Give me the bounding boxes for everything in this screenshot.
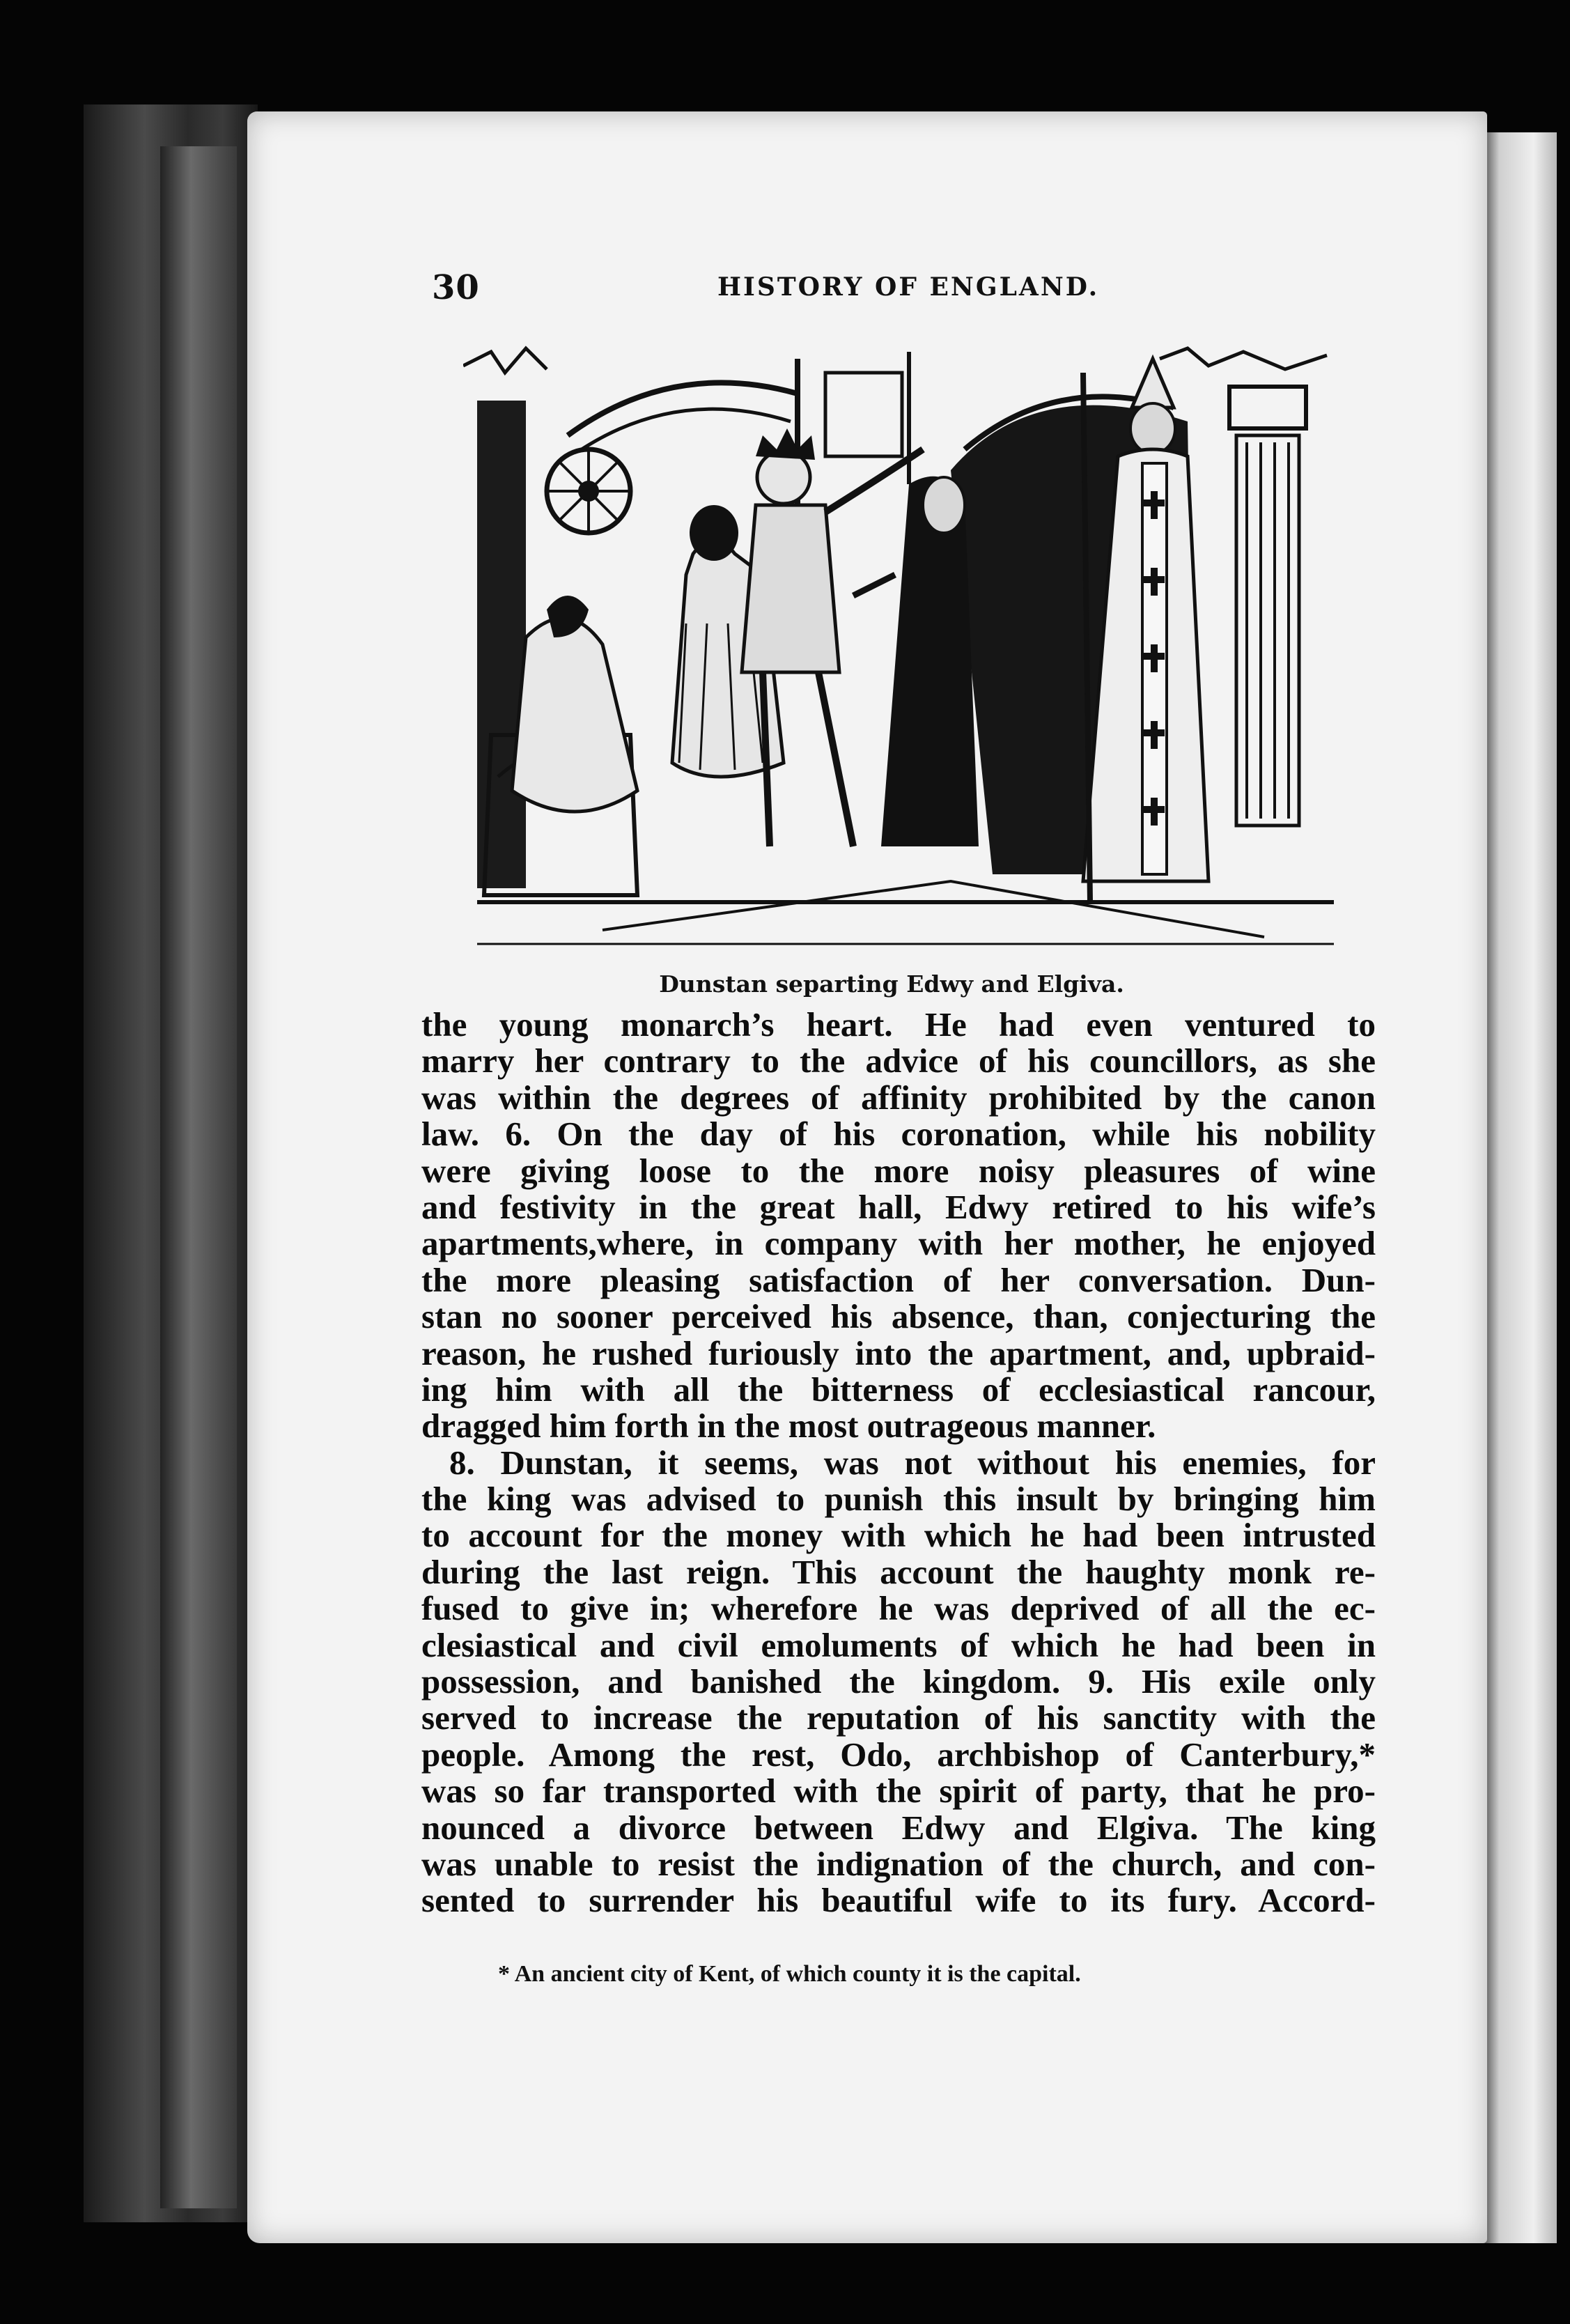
text-line: the young monarch’s heart. He had even ventured to [421, 1005, 1376, 1044]
text-line: was unable to resist the indignation of the church, and con- [421, 1844, 1376, 1883]
illustration-caption: Dunstan separting Edwy and Elgiva. [659, 970, 1124, 998]
text-line: and festivity in the great hall, Edwy retired to his wife’s [421, 1187, 1376, 1226]
text-line: was so far transported with the spirit of party, that he pro- [421, 1772, 1376, 1811]
page-number: 30 [432, 268, 480, 307]
text-line: 8. Dunstan, it seems, was not without his enemies, for [449, 1443, 1376, 1482]
text-line: the king was advised to punish this insult by bringing him [421, 1480, 1376, 1519]
text-line: marry her contrary to the advice of his councillors, as she [421, 1041, 1376, 1080]
text-line: people. Among the rest, Odo, archbishop of Canterbury,* [421, 1735, 1376, 1774]
book-binding-strip [160, 146, 237, 2208]
text-line: reason, he rushed furiously into the apartment, and, upbraid- [421, 1333, 1376, 1372]
text-line: stan no sooner perceived his absence, than, conjecturing the [421, 1297, 1376, 1336]
adjacent-page-edge [1480, 132, 1557, 2243]
text-line: fused to give in; wherefore he was deprived of all the ec- [421, 1589, 1376, 1628]
text-line: to account for the money with which he had been intrusted [421, 1516, 1376, 1555]
text-line: during the last reign. This account the haughty monk re- [421, 1552, 1376, 1591]
text-line: clesiastical and civil emoluments of which he had been in [421, 1625, 1376, 1664]
text-line: apartments,where, in company with her mother, he enjoyed [421, 1224, 1376, 1263]
text-line: sented to surrender his beautiful wife to its fury. Accord- [421, 1881, 1376, 1920]
text-line: dragged him forth in the most outrageous manner. [421, 1407, 1156, 1446]
body-text [421, 1007, 1376, 1919]
page-header [432, 268, 1170, 317]
engraving-illustration [463, 345, 1348, 965]
footnote: * An ancient city of Kent, of which county it is the capital. [498, 1961, 1081, 1987]
text-line: served to increase the reputation of his sanctity with the [421, 1698, 1376, 1737]
text-line: was within the degrees of affinity prohibited by the canon [421, 1078, 1376, 1117]
text-line: were giving loose to the more noisy pleasures of wine [421, 1151, 1376, 1190]
text-line: the more pleasing satisfaction of her conversation. Dun- [421, 1260, 1376, 1299]
text-line: law. 6. On the day of his coronation, while his nobility [421, 1115, 1376, 1154]
text-line: ing him with all the bitterness of ecclesiastical rancour, [421, 1370, 1376, 1409]
running-head: HISTORY OF ENGLAND. [717, 272, 1100, 302]
text-line: possession, and banished the kingdom. 9. His exile only [421, 1662, 1376, 1701]
text-line: nounced a divorce between Edwy and Elgiva. The king [421, 1808, 1376, 1847]
